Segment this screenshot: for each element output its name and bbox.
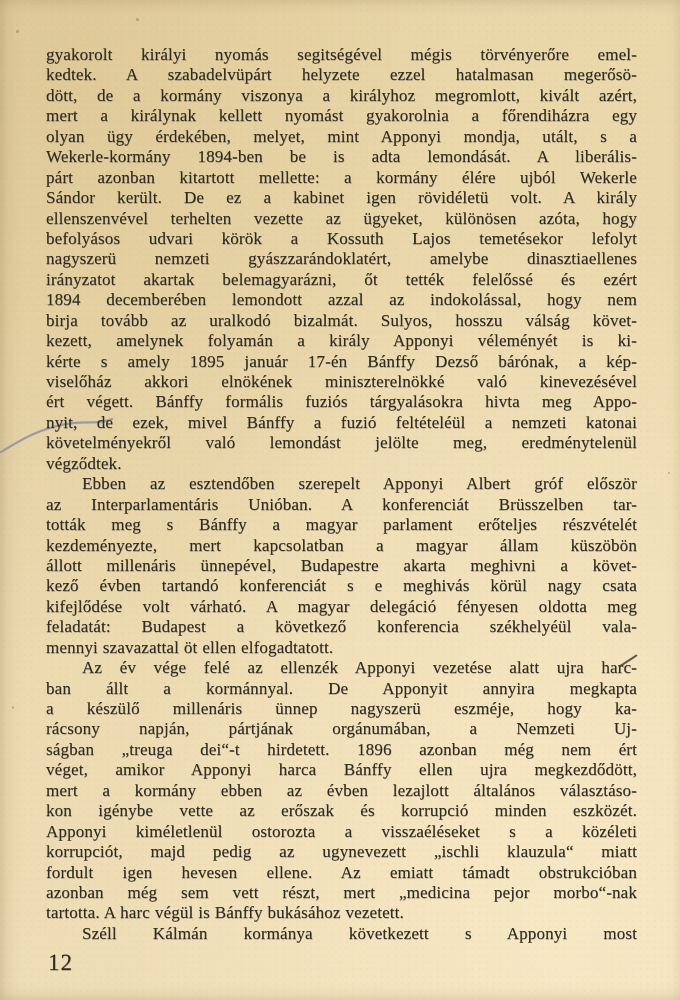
text-line: Ebben az esztendőben szerepelt Apponyi Albert gróf először	[82, 474, 637, 494]
text-line: ban állt a kormánnyal. De Apponyit annyira megkapta	[46, 678, 637, 698]
paragraph	[46, 658, 637, 924]
text-line: nagyszerü nemzeti gyászzarándoklatért, amelybe dinasztiaellenes	[46, 249, 637, 269]
text-line: kezett, amelynek folyamán a király Apponyi véleményét is ki-	[46, 331, 637, 351]
text-line: Apponyi kiméletlenül ostorozta a visszaéléseket s a közéleti	[46, 821, 637, 841]
text-line: korrupciót, majd pedig az ugynevezett „ischli klauzula“ miatt	[46, 842, 637, 862]
text-line: tartotta. A harc végül is Bánffy bukásához vezetett.	[46, 903, 404, 923]
text-line: olyan ügy érdekében, melyet, mint Apponyi mondja, utált, s a	[46, 126, 637, 146]
text-line: gyakorolt királyi nyomás segitségével mégis törvényerőre emel-	[46, 45, 637, 64]
text-line: Széll Kálmán kormánya következett s Apponyi most	[82, 923, 637, 943]
text-line: mennyi szavazattal öt ellen elfogadtatott.	[46, 637, 334, 657]
text-line: véget, amikor Apponyi harca Bánffy ellen ujra megkezdődött,	[46, 760, 637, 780]
text-line: nyit, de ezek, mivel Bánffy a fuzió feltételéül a nemzeti katonai	[46, 412, 637, 432]
text-line: a készülő millenáris ünnep nagyszerü eszméje, hogy ka-	[46, 699, 637, 718]
text-line: kedtek. A szabadelvüpárt helyzete ezzel hatalmasan megerősö-	[46, 65, 637, 85]
text-line: ért végett. Bánffy formális fuziós tárgyalásokra hivta meg Appo-	[46, 392, 637, 412]
page-number: 12	[48, 950, 73, 975]
text-line: 1894 decemberében lemondott azzal az indokolással, hogy nem	[46, 290, 637, 310]
paragraph	[46, 474, 637, 658]
text-line: tották meg s Bánffy a magyar parlament erőteljes részvételét	[46, 515, 637, 535]
paper-speck	[16, 30, 19, 33]
text-line: Az év vége felé az ellenzék Apponyi vezetése alatt ujra harc-	[82, 658, 637, 678]
paragraph	[46, 924, 637, 944]
text-line: dött, de a kormány viszonya a királyhoz megromlott, kivált azért,	[46, 85, 637, 105]
text-line: állott millenáris ünnepével, Budapestre akarta meghivni a követ-	[46, 555, 637, 575]
text-line: kon igénybe vette az erőszak és korrupció minden eszközét.	[46, 801, 637, 821]
text-line: párt azonban kitartott mellette: a kormány élére ujból Wekerle	[46, 167, 637, 187]
text-line: ságban „treuga dei“-t hirdetett. 1896 azonban még nem ért	[46, 739, 637, 759]
text-line: követelményekről való lemondást jelölte meg, eredménytelenül	[46, 433, 637, 453]
text-line: végződtek.	[46, 453, 122, 473]
paper-speck	[136, 18, 139, 21]
text-line: Wekerle-kormány 1894-ben be is adta lemondását. A liberális-	[46, 147, 637, 167]
text-line: birja tovább az uralkodó bizalmát. Sulyos, hosszu válság követ-	[46, 310, 637, 330]
text-line: feladatát: Budapest a következő konferencia székhelyéül vala-	[46, 617, 637, 637]
paragraph	[46, 45, 637, 474]
text-line: azonban még sem vett részt, mert „medicina pejor morbo“-nak	[46, 882, 637, 902]
text-line: Sándor került. De ez a kabinet igen rövidéletü volt. A király	[46, 188, 637, 208]
paper-speck	[12, 706, 14, 709]
text-line: fordult igen hevesen ellene. Az emiatt támadt obstrukcióban	[46, 862, 637, 882]
text-line: kérte s amely 1895 január 17-én Bánffy Dezső bárónak, a kép-	[46, 351, 637, 371]
text-line: rácsony napján, pártjának orgánumában, a Nemzeti Uj-	[46, 719, 637, 739]
text-line: ellenszenvével terhelten vezette az ügyeket, különösen azóta, hogy	[46, 208, 637, 228]
paper-speck	[668, 472, 670, 474]
text-line: mert a királynak kellett nyomást gyakorolnia a főrendiházra egy	[46, 106, 637, 126]
text-line: mert a kormány ebben az évben lezajlott általános választáso-	[46, 780, 637, 800]
text-line: kező évben tartandó konferenciát s e meghivás körül nagy csata	[46, 576, 637, 596]
text-line: kifejlődése volt várható. A magyar delegáció fényesen oldotta meg	[46, 596, 637, 616]
text-line: viselőház akkori elnökének miniszterelnökké való kinevezésével	[46, 372, 637, 391]
text-line: befolyásos udvari körök a Kossuth Lajos temetésekor lefolyt	[46, 228, 637, 248]
text-line: irányzatot akartak belemagyarázni, őt tették felelőssé és ezért	[46, 269, 637, 289]
text-line: kezdeményezte, mert kapcsolatban a magyar állam küszöbön	[46, 535, 637, 555]
body-text	[46, 45, 637, 944]
text-line: az Interparlamentáris Unióban. A konferenciát Brüsszelben tar-	[46, 494, 637, 514]
